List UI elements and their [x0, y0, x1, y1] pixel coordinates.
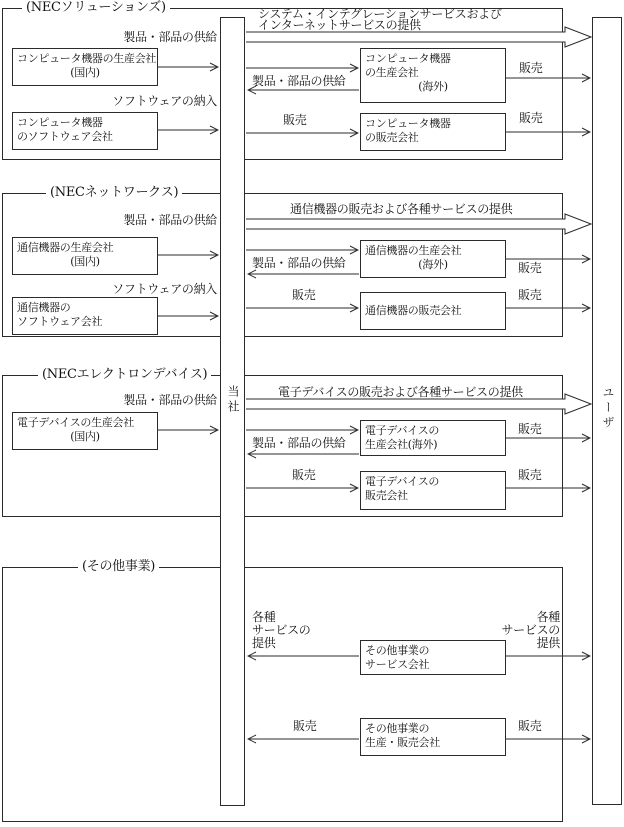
- box-s3-domestic-producer: [12, 412, 158, 450]
- box-line: (海外): [418, 80, 448, 93]
- box-line: サービス会社: [365, 658, 430, 671]
- box-s4-service-company: [360, 640, 506, 675]
- box-line: (国内): [70, 66, 100, 79]
- label-s1-overseas-sales: 販売: [519, 61, 543, 75]
- box-line: 通信機器の生産会社: [365, 244, 462, 257]
- box-s2-overseas-producer: [360, 240, 506, 278]
- label-s4-service-left: [252, 611, 311, 650]
- box-line: の販売会社: [365, 131, 419, 144]
- label-line: 各種: [252, 610, 276, 624]
- box-line: コンピュータ機器の生産会社: [17, 52, 157, 65]
- section-title-networks: (NECネットワークス): [46, 185, 182, 201]
- box-s2-software-company: [12, 297, 158, 335]
- label-s3-return-supply: 製品・部品の供給: [252, 436, 346, 450]
- box-line: (国内): [70, 430, 100, 443]
- label-s2-mid-sales: 販売: [292, 288, 316, 302]
- box-line: のソフトウェア会社: [17, 130, 113, 143]
- label-s4-service-right: [501, 611, 560, 650]
- section-title-solutions: (NECソリューションズ): [22, 0, 170, 16]
- section-title-other-business: (その他事業): [78, 559, 159, 575]
- label-s2-service-banner: [290, 204, 512, 215]
- user-bar-label: ユーザ: [601, 386, 615, 431]
- box-line: (海外): [418, 258, 448, 271]
- label-s1-supply: 製品・部品の供給: [123, 30, 217, 44]
- box-line: の生産会社: [365, 66, 419, 79]
- label-s2-supply: 製品・部品の供給: [123, 213, 217, 227]
- label-s2-sales-company-sales: 販売: [518, 288, 542, 302]
- box-s1-software-company: [12, 112, 158, 150]
- box-line: 電子デバイスの生産会社: [17, 416, 134, 429]
- box-line: 販売会社: [365, 489, 408, 502]
- box-line: その他事業の: [365, 722, 430, 735]
- banner-line: システム・インテグレーションサービスおよび: [258, 7, 502, 21]
- label-s4-sales-right: 販売: [518, 719, 542, 733]
- box-s2-sales-company: [360, 292, 506, 330]
- label-s1-service-banner: [258, 9, 502, 31]
- label-s1-software: ソフトウェアの納入: [112, 94, 217, 108]
- box-s1-domestic-producer: [12, 48, 158, 86]
- box-s3-overseas-producer: [360, 420, 506, 456]
- box-s1-sales-company: [360, 113, 506, 151]
- box-line: その他事業の: [365, 644, 430, 657]
- label-s2-software: ソフトウェアの納入: [112, 282, 217, 296]
- box-line: 電子デバイスの: [365, 424, 440, 437]
- company-bar-label: 当社: [226, 385, 240, 415]
- box-s1-overseas-producer: [360, 48, 506, 103]
- label-s4-sales-left: 販売: [293, 719, 317, 733]
- label-s2-overseas-sales: 販売: [518, 261, 542, 275]
- box-line: コンピュータ機器: [365, 52, 451, 65]
- label-s3-mid-sales: 販売: [292, 468, 316, 482]
- box-line: 生産会社(海外): [365, 438, 438, 451]
- label-line: 提供: [536, 636, 560, 650]
- banner-line: インターネットサービスの提供: [258, 18, 421, 32]
- box-line: 生産・販売会社: [365, 736, 440, 749]
- fat-arrow-networks-services: [246, 214, 591, 234]
- label-s1-sales-company-sales: 販売: [519, 111, 543, 125]
- label-s3-sales-company-sales: 販売: [518, 468, 542, 482]
- label-s1-mid-sales: 販売: [283, 113, 307, 127]
- section-title-electron-devices: (NECエレクトロンデバイス): [38, 367, 211, 383]
- label-line: サービスの: [252, 623, 311, 637]
- label-line: 提供: [252, 636, 276, 650]
- box-line: コンピュータ機器: [17, 116, 103, 129]
- box-line: コンピュータ機器: [365, 117, 451, 130]
- box-line: 通信機器の販売会社: [365, 304, 462, 317]
- box-line: 電子デバイスの: [365, 475, 440, 488]
- box-line: 通信機器の生産会社: [17, 241, 114, 254]
- label-s1-return-supply: 製品・部品の供給: [252, 74, 346, 88]
- label-s2-return-supply: 製品・部品の供給: [252, 256, 346, 270]
- label-line: サービスの: [501, 623, 560, 637]
- box-s2-domestic-producer: [12, 237, 158, 275]
- banner-line: 電子デバイスの販売および各種サービスの提供: [278, 385, 523, 399]
- label-line: 各種: [536, 610, 560, 624]
- banner-line: 通信機器の販売および各種サービスの提供: [290, 202, 513, 216]
- box-line: (国内): [70, 255, 100, 268]
- label-s3-supply: 製品・部品の供給: [123, 393, 217, 407]
- label-s3-service-banner: [278, 387, 523, 398]
- box-line: 通信機器の: [17, 301, 71, 314]
- box-s4-production-company: [360, 718, 506, 756]
- box-s3-sales-company: [360, 471, 506, 510]
- label-s3-overseas-sales: 販売: [518, 422, 542, 436]
- box-line: ソフトウェア会社: [17, 315, 103, 328]
